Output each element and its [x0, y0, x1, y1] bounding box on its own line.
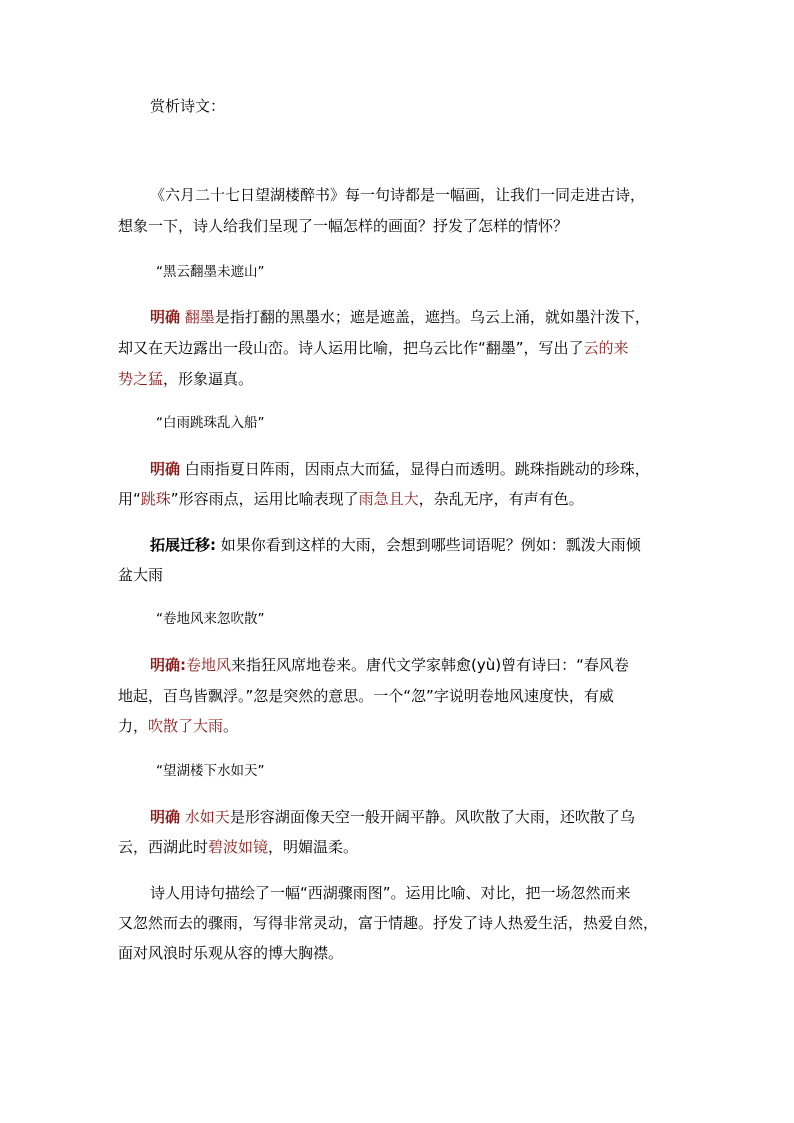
explain-text: ，形象逼真。: [163, 370, 254, 388]
answer-label: 明确: [150, 308, 181, 326]
extension-text: 如果你看到这样的大雨，会想到哪些词语呢？例如：瓢泼大雨倾: [220, 536, 641, 554]
highlight-text: 吹散了大雨: [148, 717, 224, 735]
explain-text: ，杂乱无序，有声有色。: [418, 490, 584, 508]
verse-quote-1: “黑云翻墨未遮山”: [156, 264, 265, 280]
verse3-explain-line-2: 地起，百鸟皆飘浮。”忽是突然的意思。一个“忽”字说明卷地风速度快，有威: [118, 687, 614, 705]
answer-label: 明确: [150, 460, 181, 478]
verse4-explain-line-2: [118, 837, 358, 857]
highlight-text: 雨急且大: [358, 490, 419, 508]
explain-text: 云，西湖此时: [118, 838, 209, 856]
verse4-explain-line-1: [150, 807, 635, 827]
key-term: 水如天: [184, 808, 230, 826]
verse-quote-3: “卷地风来忽吹散”: [156, 611, 265, 627]
extension-line-2: 盆大雨: [118, 566, 164, 584]
answer-label: 明确:: [150, 656, 186, 674]
highlight-text: 云的来: [583, 339, 629, 357]
verse3-explain-line-3: [118, 716, 238, 736]
explain-text: 是形容湖面像天空一般开阔平静。风吹散了大雨，还吹散了乌: [229, 808, 635, 826]
section-heading: 赏析诗文：: [150, 97, 226, 115]
highlight-text: 势之猛: [118, 370, 164, 388]
explain-text: 却又在天边露出一段山峦。诗人运用比喻，把乌云比作“翻墨”，写出了: [118, 339, 584, 357]
summary-line-3: 面对风浪时乐观从容的博大胸襟。: [118, 944, 344, 962]
intro-line-1: 《六月二十七日望湖楼醉书》每一句诗都是一幅画，让我们一同走进古诗，: [150, 186, 646, 204]
explain-text: 。: [223, 717, 239, 735]
summary-line-2: 又忽然而去的骤雨，写得非常灵动，富于情趣。抒发了诗人热爱生活，热爱自然，: [118, 914, 659, 932]
explain-text: 是指打翻的黑墨水；遮是遮盖，遮挡。乌云上涌，就如墨汁泼下，: [214, 308, 650, 326]
explain-text: ，明媚温柔。: [268, 838, 359, 856]
extension-line-1: [150, 535, 641, 555]
verse1-explain-line-3: [118, 369, 253, 389]
explain-text: 来指狂风席地卷来。唐代文学家韩愈(yù)曾有诗曰：“春风卷: [231, 656, 629, 674]
explain-text: 力，: [118, 717, 149, 735]
verse2-explain-line-1: [150, 459, 650, 479]
key-term: 跳珠: [140, 490, 171, 508]
summary-line-1: 诗人用诗句描绘了一幅“西湖骤雨图”。运用比喻、对比，把一场忽然而来: [150, 884, 631, 902]
verse1-explain-line-2: [118, 338, 629, 358]
answer-label: 明确: [150, 808, 181, 826]
highlight-text: 碧波如镜: [208, 838, 269, 856]
explain-text: ”形容雨点，运用比喻表现了: [170, 490, 359, 508]
verse-quote-4: “望湖楼下水如天”: [156, 763, 265, 779]
intro-line-2: 想象一下，诗人给我们呈现了一幅怎样的画面？抒发了怎样的情怀？: [118, 217, 569, 235]
key-term: 翻墨: [184, 308, 215, 326]
verse1-explain-line-1: [150, 307, 650, 327]
verse2-explain-line-2: [118, 489, 584, 509]
verse3-explain-line-1: [150, 655, 629, 675]
key-term: 卷地风: [186, 656, 232, 674]
explain-text: 用“: [118, 490, 141, 508]
verse-quote-2: “白雨跳珠乱入船”: [156, 415, 265, 431]
explain-text: 白雨指夏日阵雨，因雨点大而猛，显得白而透明。跳珠指跳动的珍珠，: [184, 460, 650, 478]
extension-label: 拓展迁移:: [150, 536, 216, 554]
